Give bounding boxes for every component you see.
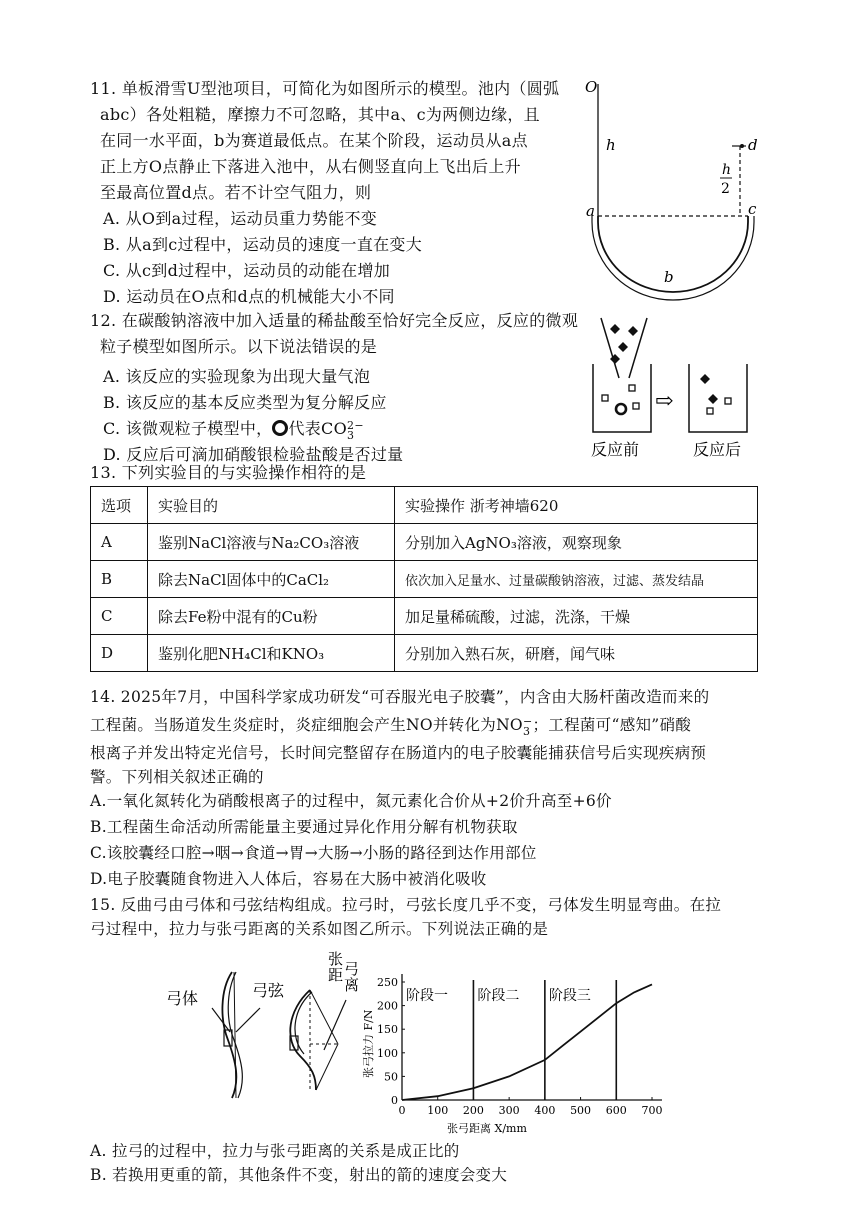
q14-line2-post: ；工程菌可“感知”硝酸 (532, 716, 692, 734)
x-tick-label: 600 (605, 1104, 627, 1117)
x-tick-label: 400 (534, 1104, 556, 1117)
q14-option-c[interactable]: C.该胶囊经口腔→咽→食道→胃→大肠→小肠的路径到达作用部位 (90, 844, 537, 862)
table-cell: 除去NaCl固体中的CaCl₂ (148, 561, 395, 598)
q12-option-c-mid: 代表CO (288, 419, 348, 438)
y-tick-label: 150 (377, 1023, 398, 1037)
q12-option-c-sup: 2− (347, 419, 364, 432)
q12-line: 12. 在碳酸钠溶液中加入适量的稀盐酸至恰好完全反应，反应的微观 (90, 311, 579, 330)
q14-option-a[interactable]: A.一氧化氮转化为硝酸根离子的过程中，氮元素化合价从+2价升高至+6价 (90, 792, 612, 810)
header-cell: 实验操作 浙考神墙620 (395, 487, 758, 524)
label-distance-2: 弓 (344, 960, 360, 978)
table-row (91, 635, 758, 672)
table-cell: 加足量稀硫酸，过滤，洗涤，干燥 (395, 598, 758, 635)
q11-option-c[interactable]: C. 从c到d过程中，运动员的动能在增加 (103, 261, 391, 280)
label-distance-3: 距 (328, 966, 344, 984)
label-h: h (606, 136, 616, 154)
label-o: O (585, 78, 598, 96)
q11-option-a[interactable]: A. 从O到a过程，运动员重力势能不变 (103, 209, 378, 228)
table-cell: 鉴别NaCl溶液与Na₂CO₃溶液 (148, 524, 395, 561)
x-tick-label: 0 (398, 1104, 406, 1117)
q11-line: 在同一水平面，b为赛道最低点。在某个阶段，运动员从a点 (100, 131, 528, 150)
q12-option-d[interactable]: D. 反应后可滴加硝酸银检验盐酸是否过量 (103, 445, 404, 464)
table-cell: B (91, 561, 148, 598)
label-h-half-num: h (722, 162, 732, 178)
label-after: 反应后 (693, 440, 742, 459)
q11-line: 11. 单板滑雪U型池项目，可简化为如图所示的模型。池内（圆弧 (90, 79, 560, 98)
diamond-particle-icon (610, 324, 620, 334)
diamond-particle-icon (700, 374, 710, 384)
q13-title: 13. 下列实验目的与实验操作相符的是 (90, 463, 367, 482)
y-axis-label: 张弓拉力 F/N (362, 1009, 375, 1078)
q11-option-d[interactable]: D. 运动员在O点和d点的机械能大小不同 (103, 287, 395, 306)
y-tick-label: 50 (384, 1070, 398, 1084)
square-particle-icon (629, 385, 635, 391)
square-particle-icon (602, 395, 608, 401)
q14-line (90, 714, 691, 737)
stage-label: 阶段二 (477, 988, 520, 1004)
table-header-row (91, 487, 758, 524)
diamond-particle-icon (708, 394, 718, 404)
label-c: c (748, 200, 757, 218)
stage-label: 阶段三 (548, 988, 591, 1004)
stage-label: 阶段一 (406, 988, 448, 1004)
table-cell: 鉴别化肥NH₄Cl和KNO₃ (148, 635, 395, 672)
x-tick-label: 300 (498, 1104, 520, 1117)
y-tick-label: 100 (377, 1046, 398, 1060)
beaker-after (689, 364, 747, 432)
q11-option-b[interactable]: B. 从a到c过程中，运动员的速度一直在变大 (103, 235, 423, 254)
label-before: 反应前 (591, 440, 640, 459)
q14-line: 根离子并发出特定光信号，长时间完整留存在肠道内的电子胶囊能捕获信号后实现疾病预 (90, 744, 707, 762)
q14-option-b[interactable]: B.工程菌生命活动所需能量主要通过异化作用分解有机物获取 (90, 818, 518, 836)
y-tick-label: 200 (377, 999, 398, 1013)
ring-particle-icon (616, 404, 626, 414)
header-cell: 实验目的 (148, 487, 395, 524)
q12-option-c-sub: 3 (347, 429, 355, 442)
label-distance-4: 离 (344, 976, 360, 994)
label-bow-body: 弓体 (166, 989, 199, 1008)
diamond-particle-icon (618, 342, 628, 352)
diamond-particle-icon (628, 326, 638, 336)
q14-line2-pre: 工程菌。当肠道发生炎症时，炎症细胞会产生NO并转化为NO (90, 716, 523, 734)
label-distance-1: 张 (328, 950, 344, 968)
x-tick-label: 100 (427, 1104, 449, 1117)
square-particle-icon (707, 408, 713, 414)
force-distance-chart (352, 960, 682, 1135)
table-cell: 依次加入足量水、过量碳酸钠溶液，过滤、蒸发结晶 (395, 561, 758, 598)
x-tick-label: 700 (641, 1104, 663, 1117)
y-tick-label: 0 (391, 1094, 398, 1107)
chart-stage-lines (406, 980, 616, 1100)
q12-option-b[interactable]: B. 该反应的基本反应类型为复分解反应 (103, 393, 387, 412)
square-particle-icon (633, 403, 639, 409)
q12-option-a[interactable]: A. 该反应的实验现象为出现大量气泡 (103, 367, 371, 386)
table-cell: D (91, 635, 148, 672)
q14-line: 警。下列相关叙述正确的 (90, 768, 264, 786)
reaction-arrow-icon: ⇨ (655, 389, 674, 414)
q14-option-d[interactable]: D.电子胶囊随食物进入人体后，容易在大肠中被消化吸收 (90, 870, 487, 888)
y-tick-label: 250 (377, 976, 398, 989)
q12-option-c-pre: C. 该微观粒子模型中， (103, 419, 273, 438)
q15-option-a[interactable]: A. 拉弓的过程中，拉力与张弓距离的关系是成正比的 (90, 1142, 460, 1160)
table-row (91, 524, 758, 561)
carbonate-ring-icon (272, 420, 288, 436)
label-h-half-den: 2 (721, 181, 730, 197)
x-tick-label: 200 (462, 1104, 484, 1117)
reaction-model-diagram (585, 312, 775, 462)
table-cell: C (91, 598, 148, 635)
label-d: d (748, 136, 758, 154)
q14-line2-sub: 3 (522, 725, 531, 738)
table-cell: A (91, 524, 148, 561)
label-b: b (664, 268, 674, 286)
square-particle-icon (725, 398, 731, 404)
bow-diagram (160, 950, 375, 1110)
q11-line: abc）各处粗糙，摩擦力不可忽略，其中a、c为两侧边缘，且 (100, 105, 540, 124)
q14-line: 14. 2025年7月，中国科学家成功研发“可吞服光电子胶囊”，内含由大肠杆菌改造而来的 (90, 688, 710, 706)
table-cell: 分别加入AgNO₃溶液，观察现象 (395, 524, 758, 561)
label-a: a (586, 202, 595, 220)
q14-line2-sup: − (522, 715, 533, 728)
header-cell: 选项 (91, 487, 148, 524)
q11-line: 正上方O点静止下落进入池中，从右侧竖直向上飞出后上升 (100, 157, 521, 176)
q11-line: 至最高位置d点。若不计空气阻力，则 (100, 183, 372, 202)
x-axis-label: 张弓距离 X/mm (447, 1122, 527, 1135)
table-cell: 除去Fe粉中混有的Cu粉 (148, 598, 395, 635)
q15-line: 弓过程中，拉力与张弓距离的关系如图乙所示。下列说法正确的是 (90, 920, 549, 938)
q12-line: 粒子模型如图所示。以下说法错误的是 (100, 337, 378, 356)
u-pool-diagram (560, 70, 780, 310)
x-tick-label: 500 (570, 1104, 592, 1117)
table-row (91, 598, 758, 635)
q15-option-b[interactable]: B. 若换用更重的箭，其他条件不变，射出的箭的速度会变大 (90, 1166, 508, 1184)
table-cell: 分别加入熟石灰，研磨，闻气味 (395, 635, 758, 672)
q13-table (90, 486, 758, 672)
q12-option-c[interactable] (103, 418, 364, 441)
table-row (91, 561, 758, 598)
label-bow-string: 弓弦 (252, 981, 285, 1000)
q15-line: 15. 反曲弓由弓体和弓弦结构组成。拉弓时，弓弦长度几乎不变，弓体发生明显弯曲。在拉 (90, 896, 722, 914)
